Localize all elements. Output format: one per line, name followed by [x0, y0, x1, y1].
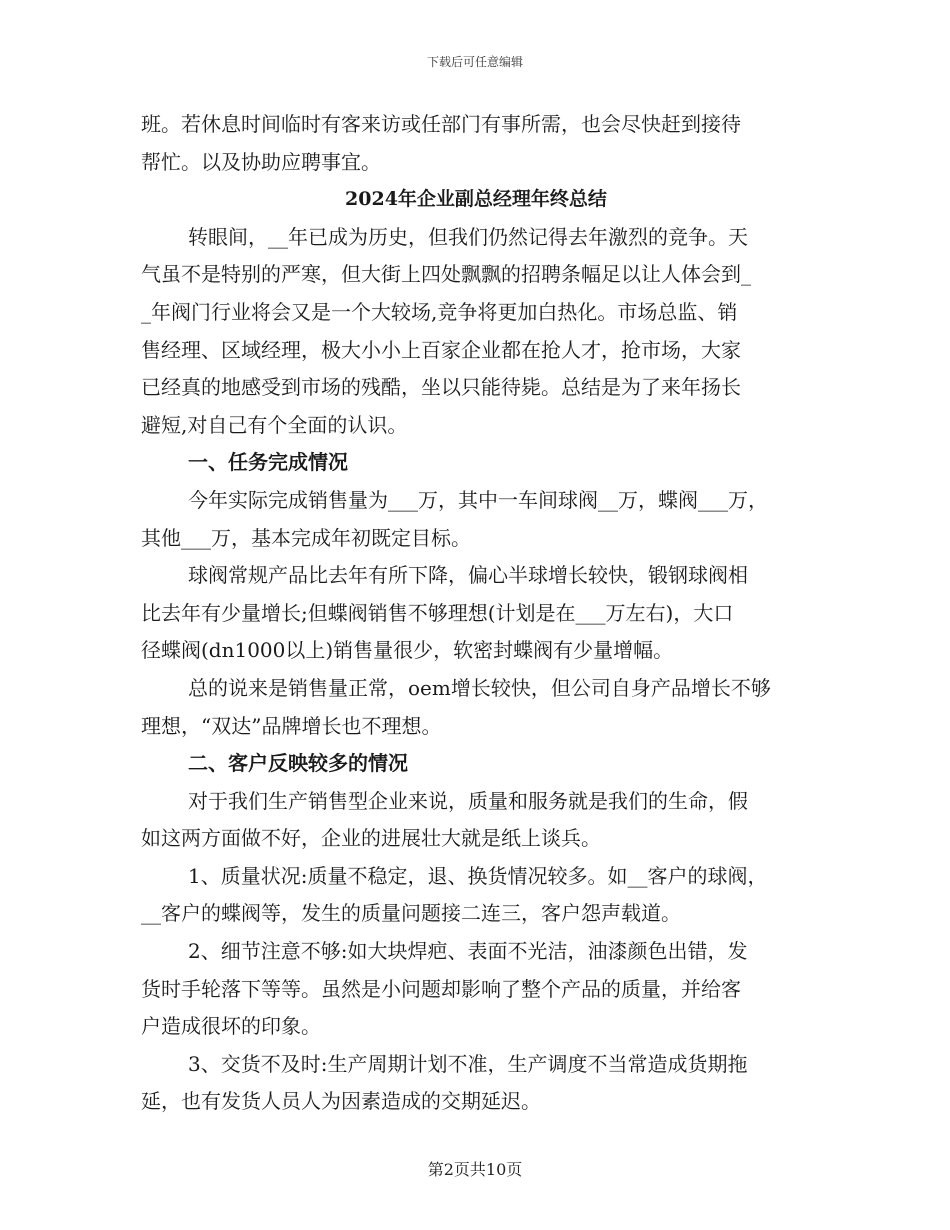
body-line: 避短,对自己有个全面的认识。: [141, 412, 408, 437]
body-line: 如这两方面做不好，企业的进展壮大就是纸上谈兵。: [141, 826, 601, 851]
body-line: 径蝶阀(dn1000以上)销售量很少，软密封蝶阀有少量增幅。: [141, 638, 674, 663]
body-line: 延，也有发货人员人为因素造成的交期延迟。: [141, 1089, 541, 1114]
body-line: 1、质量状况:质量不稳定，退、换货情况较多。如__客户的球阀，: [188, 863, 768, 888]
body-line: 户造成很坏的印象。: [141, 1014, 321, 1039]
section-heading: 一、任务完成情况: [188, 450, 348, 475]
body-line: 理想，“双达”品牌增长也不理想。: [141, 713, 442, 738]
body-line: 2、细节注意不够:如大块焊疤、表面不光洁，油漆颜色出错，发: [188, 939, 748, 964]
body-line: 转眼间，__年已成为历史，但我们仍然记得去年激烈的竞争。天: [188, 224, 748, 249]
page-number: 第2页共10页: [427, 1160, 523, 1179]
body-line: 货时手轮落下等等。虽然是小问题却影响了整个产品的质量，并给客: [141, 976, 741, 1001]
document-body: [141, 106, 811, 1121]
body-line: 已经真的地感受到市场的残酷，坐以只能待毙。总结是为了来年扬长: [141, 375, 741, 400]
document-title: 2024年企业副总经理年终总结: [345, 188, 607, 211]
body-line: _年阀门行业将会又是一个大较场,竞争将更加白热化。市场总监、销: [141, 299, 738, 324]
section-heading: 二、客户反映较多的情况: [188, 751, 408, 776]
body-line: 球阀常规产品比去年有所下降，偏心半球增长较快，锻钢球阀相: [188, 563, 748, 588]
body-line: 班。若休息时间临时有客来访或任部门有事所需，也会尽快赶到接待: [141, 112, 741, 136]
body-line: __客户的蝶阀等，发生的质量问题接二连三，客户怨声载道。: [141, 901, 681, 926]
body-line: 气虽不是特别的严寒，但大街上四处飘飘的招聘条幅足以让人体会到_: [141, 262, 751, 287]
body-line: 比去年有少量增长;但蝶阀销售不够理想(计划是在___万左右)，大口: [141, 600, 734, 625]
body-line: 对于我们生产销售型企业来说，质量和服务就是我们的生命，假: [188, 788, 748, 813]
body-line: 3、交货不及时:生产周期计划不准，生产调度不当常造成货期拖: [188, 1051, 748, 1076]
body-line: 今年实际完成销售量为___万，其中一车间球阀__万，蝶阀___万，: [188, 487, 768, 512]
header-note: 下载后可任意编辑: [426, 55, 523, 69]
body-line: 总的说来是销售量正常，oem增长较快，但公司自身产品增长不够: [188, 675, 771, 700]
body-line: 帮忙。以及协助应聘事宜。: [141, 149, 381, 174]
body-line: 售经理、区域经理，极大小小上百家企业都在抢人才，抢市场，大家: [141, 337, 741, 362]
body-line: 其他___万，基本完成年初既定目标。: [141, 525, 471, 550]
